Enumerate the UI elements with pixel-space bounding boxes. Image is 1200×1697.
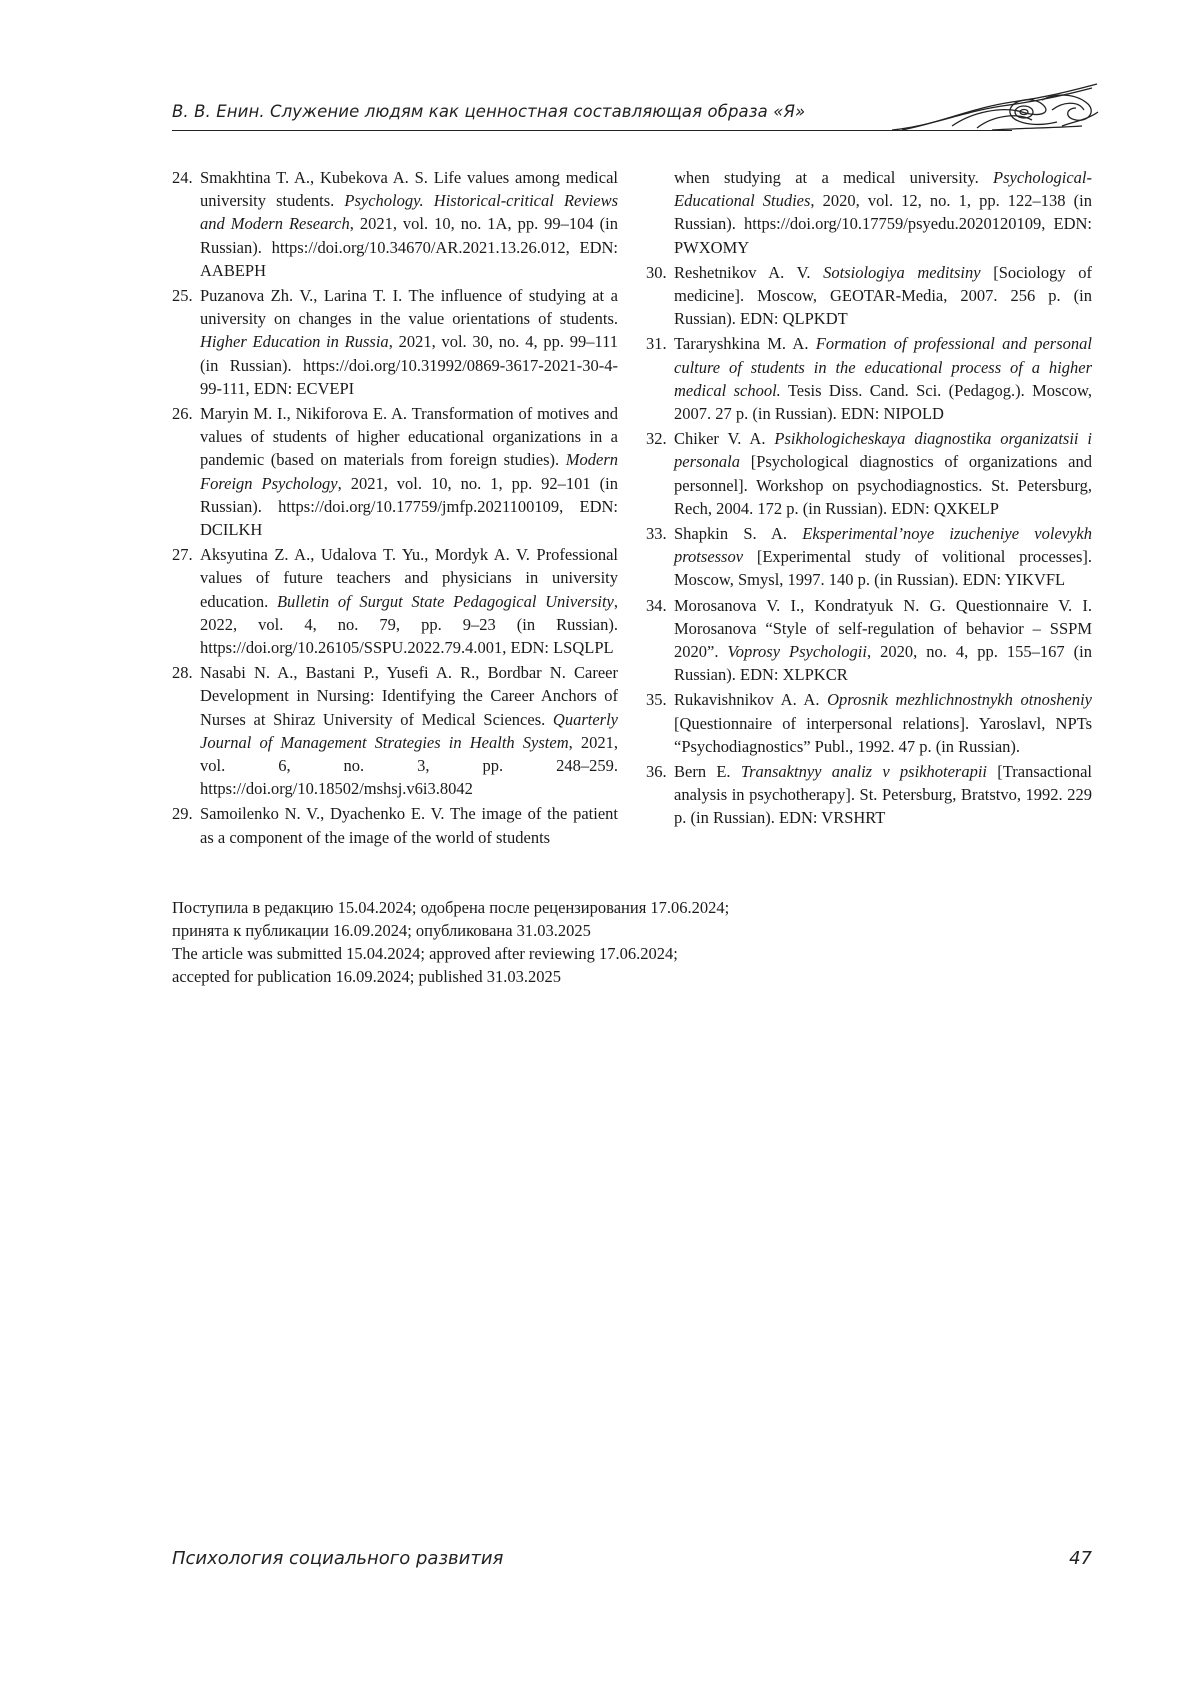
- reference-text-pre: Samoilenko N. V., Dyachenko E. V. The image of the patient as a component of the image of the world of students: [200, 804, 618, 847]
- reference-text-it: Bulletin of Surgut State Pedagogical University: [276, 591, 614, 611]
- reference-text-it: Psychological-Educational Studies: [674, 168, 1092, 211]
- reference-item: [646, 594, 1092, 687]
- reference-number: 32.: [646, 429, 667, 449]
- reference-text-it: Transaktnyy analiz v psikhoterapii: [740, 762, 988, 782]
- reference-text-pre: Shapkin S. A.: [674, 524, 803, 544]
- reference-text-it: Higher Education in Russia: [200, 332, 389, 352]
- reference-number: 30.: [646, 262, 667, 282]
- reference-text-pre: Chiker V. A.: [674, 429, 775, 449]
- reference-text-pre: Nasabi N. A., Bastani P., Yusefi A. R., Bordbar N. Career Development in Nursing: Identifying the Career Anchors of Nurses at Shiraz University of Medical Sciences.: [200, 663, 618, 729]
- reference-text-pre: Morosanova V. I., Kondratyuk N. G. Questionnaire V. I. Morosanova “Style of self-regulation of behavior – SSPM 2020”.: [674, 595, 1092, 662]
- reference-number: 27.: [172, 545, 193, 565]
- running-header-title: В. В. Енин. Служение людям как ценностная составляющая образа «Я»: [172, 102, 806, 121]
- dates-ru-line2: принята к публикации 16.09.2024; опубликована 31.03.2025: [172, 921, 591, 940]
- reference-number: 26.: [172, 404, 193, 424]
- reference-text-pre: Puzanova Zh. V., Larina T. I. The influence of studying at a university on changes in the value orientations of students.: [200, 286, 618, 329]
- reference-text-it: Psychology. Historical-critical Reviews and Modern Research: [200, 191, 618, 234]
- reference-text-post: [Questionnaire of interpersonal relations]. Yaroslavl, NPTs “Psychodiagnostics” Publ., 1992. 47 p. (in Russian).: [674, 713, 1092, 756]
- reference-text-post: [Sociology of medicine]. Moscow, GEOTAR-Media, 2007. 256 p. (in Russian). EDN: QLPKDT: [674, 262, 1092, 329]
- reference-item: [646, 688, 1092, 758]
- reference-text-it: Modern Foreign Psychology: [200, 450, 618, 493]
- reference-item: [172, 166, 618, 282]
- reference-number: 31.: [646, 334, 667, 354]
- reference-text-post: , 2021, vol. 10, no. 1A, pp. 99–104 (in Russian). https://doi.org/10.34670/AR.2021.13.26.012, EDN: AABEPH: [200, 214, 618, 280]
- reference-number: 29.: [172, 804, 193, 824]
- reference-text-post: , 2020, vol. 12, no. 1, pp. 122–138 (in Russian). https://doi.org/10.17759/psyedu.2020120109, EDN: PWXOMY: [674, 191, 1092, 257]
- dates-en-line1: The article was submitted 15.04.2024; approved after reviewing 17.06.2024;: [172, 944, 678, 963]
- reference-item: [646, 427, 1092, 520]
- reference-text-it: Psikhologicheskaya diagnostika organizatsii i personala: [674, 429, 1092, 472]
- reference-text-post: , 2021, vol. 10, no. 1, pp. 92–101 (in Russian). https://doi.org/10.17759/jmfp.2021100109, EDN: DCILKH: [200, 473, 618, 540]
- reference-number: 33.: [646, 524, 667, 544]
- journal-title: Психология социального развития: [172, 1548, 504, 1569]
- reference-item: [646, 261, 1092, 331]
- reference-item: [646, 522, 1092, 592]
- reference-text-pre: Smakhtina T. A., Kubekova A. S. Life values among medical university students.: [200, 168, 618, 211]
- reference-text-it: Sotsiologiya meditsiny: [823, 262, 981, 282]
- running-header: [172, 96, 1092, 136]
- reference-text-it: Quarterly Journal of Management Strategies in Health System: [200, 709, 618, 752]
- dates-ru-line1: Поступила в редакцию 15.04.2024; одобрена после рецензирования 17.06.2024;: [172, 898, 730, 917]
- reference-text-pre: when studying at a medical university.: [674, 168, 994, 187]
- page-number: 47: [1069, 1548, 1092, 1569]
- reference-item: [172, 543, 618, 659]
- reference-item: [172, 402, 618, 541]
- references-right-column: [646, 166, 1092, 832]
- reference-text-pre: Rukavishnikov A. A.: [674, 690, 828, 710]
- page-footer: [172, 1548, 1092, 1578]
- reference-text-post: Tesis Diss. Cand. Sci. (Pedagog.). Moscow, 2007. 27 p. (in Russian). EDN: NIPOLD: [674, 380, 1092, 424]
- reference-item: [172, 284, 618, 400]
- reference-text-it: Oprosnik mezhlichnostnykh otnosheniy: [827, 690, 1092, 710]
- reference-number: 28.: [172, 663, 193, 683]
- reference-text-pre: Aksyutina Z. A., Udalova T. Yu., Mordyk A. V. Professional values of future teachers and physicians in university education.: [200, 545, 618, 611]
- reference-number: 24.: [172, 168, 193, 187]
- reference-text-it: Voprosy Psychologii: [727, 642, 867, 662]
- references-left-column: [172, 166, 618, 851]
- reference-number: 25.: [172, 286, 193, 306]
- reference-item: [172, 661, 618, 800]
- reference-item: [646, 332, 1092, 425]
- reference-item: [646, 760, 1092, 830]
- reference-text-post: , 2021, vol. 30, no. 4, pp. 99–111 (in Russian). https://doi.org/10.31992/0869-3617-2021-30-4-99-111, EDN: ECVEPI: [200, 332, 618, 398]
- reference-text-post: , 2021, vol. 6, no. 3, pp. 248–259. https://doi.org/10.18502/mshsj.v6i3.8042: [200, 732, 619, 799]
- reference-text-post: , 2020, no. 4, pp. 155–167 (in Russian). EDN: XLPKCR: [674, 642, 1092, 685]
- reference-item: [172, 802, 618, 848]
- reference-number: 35.: [646, 690, 667, 710]
- reference-text-post: [Psychological diagnostics of organizations and personnel]. Workshop on psychodiagnostics. St. Petersburg, Rech, 2004. 172 p. (in Russian). EDN: QXKELP: [674, 452, 1092, 518]
- submission-dates: [172, 896, 1072, 988]
- header-rule: [172, 130, 1012, 131]
- dates-en-line2: accepted for publication 16.09.2024; published 31.03.2025: [172, 967, 562, 986]
- reference-text-pre: Tararyshkina M. A.: [674, 334, 816, 354]
- reference-number: 34.: [646, 595, 667, 615]
- reference-text-post: [Transactional analysis in psychotherapy]. St. Petersburg, Bratstvo, 1992. 229 p. (in Russian). EDN: VRSHRT: [674, 762, 1092, 828]
- reference-text-pre: Maryin M. I., Nikiforova E. A. Transformation of motives and values of students of higher educational organizations in a pandemic (based on materials from foreign studies).: [200, 404, 618, 470]
- reference-text-pre: Reshetnikov A. V.: [674, 262, 824, 282]
- reference-number: 36.: [646, 762, 667, 782]
- decorative-swirl-icon: [892, 82, 1102, 142]
- reference-text-post: [Experimental study of volitional processes]. Moscow, Smysl, 1997. 140 p. (in Russian). EDN: YIKVFL: [674, 547, 1092, 590]
- reference-text-it: Formation of professional and personal culture of students in the educational process of a higher medical school.: [674, 334, 1092, 400]
- reference-item: [646, 166, 1092, 259]
- reference-text-post: , 2022, vol. 4, no. 79, pp. 9–23 (in Russian). https://doi.org/10.26105/SSPU.2022.79.4.001, EDN: LSQLPL: [200, 591, 618, 658]
- reference-text-pre: Bern E.: [674, 762, 741, 782]
- reference-text-it: Eksperimental’noye izucheniye volevykh protsessov: [674, 524, 1092, 567]
